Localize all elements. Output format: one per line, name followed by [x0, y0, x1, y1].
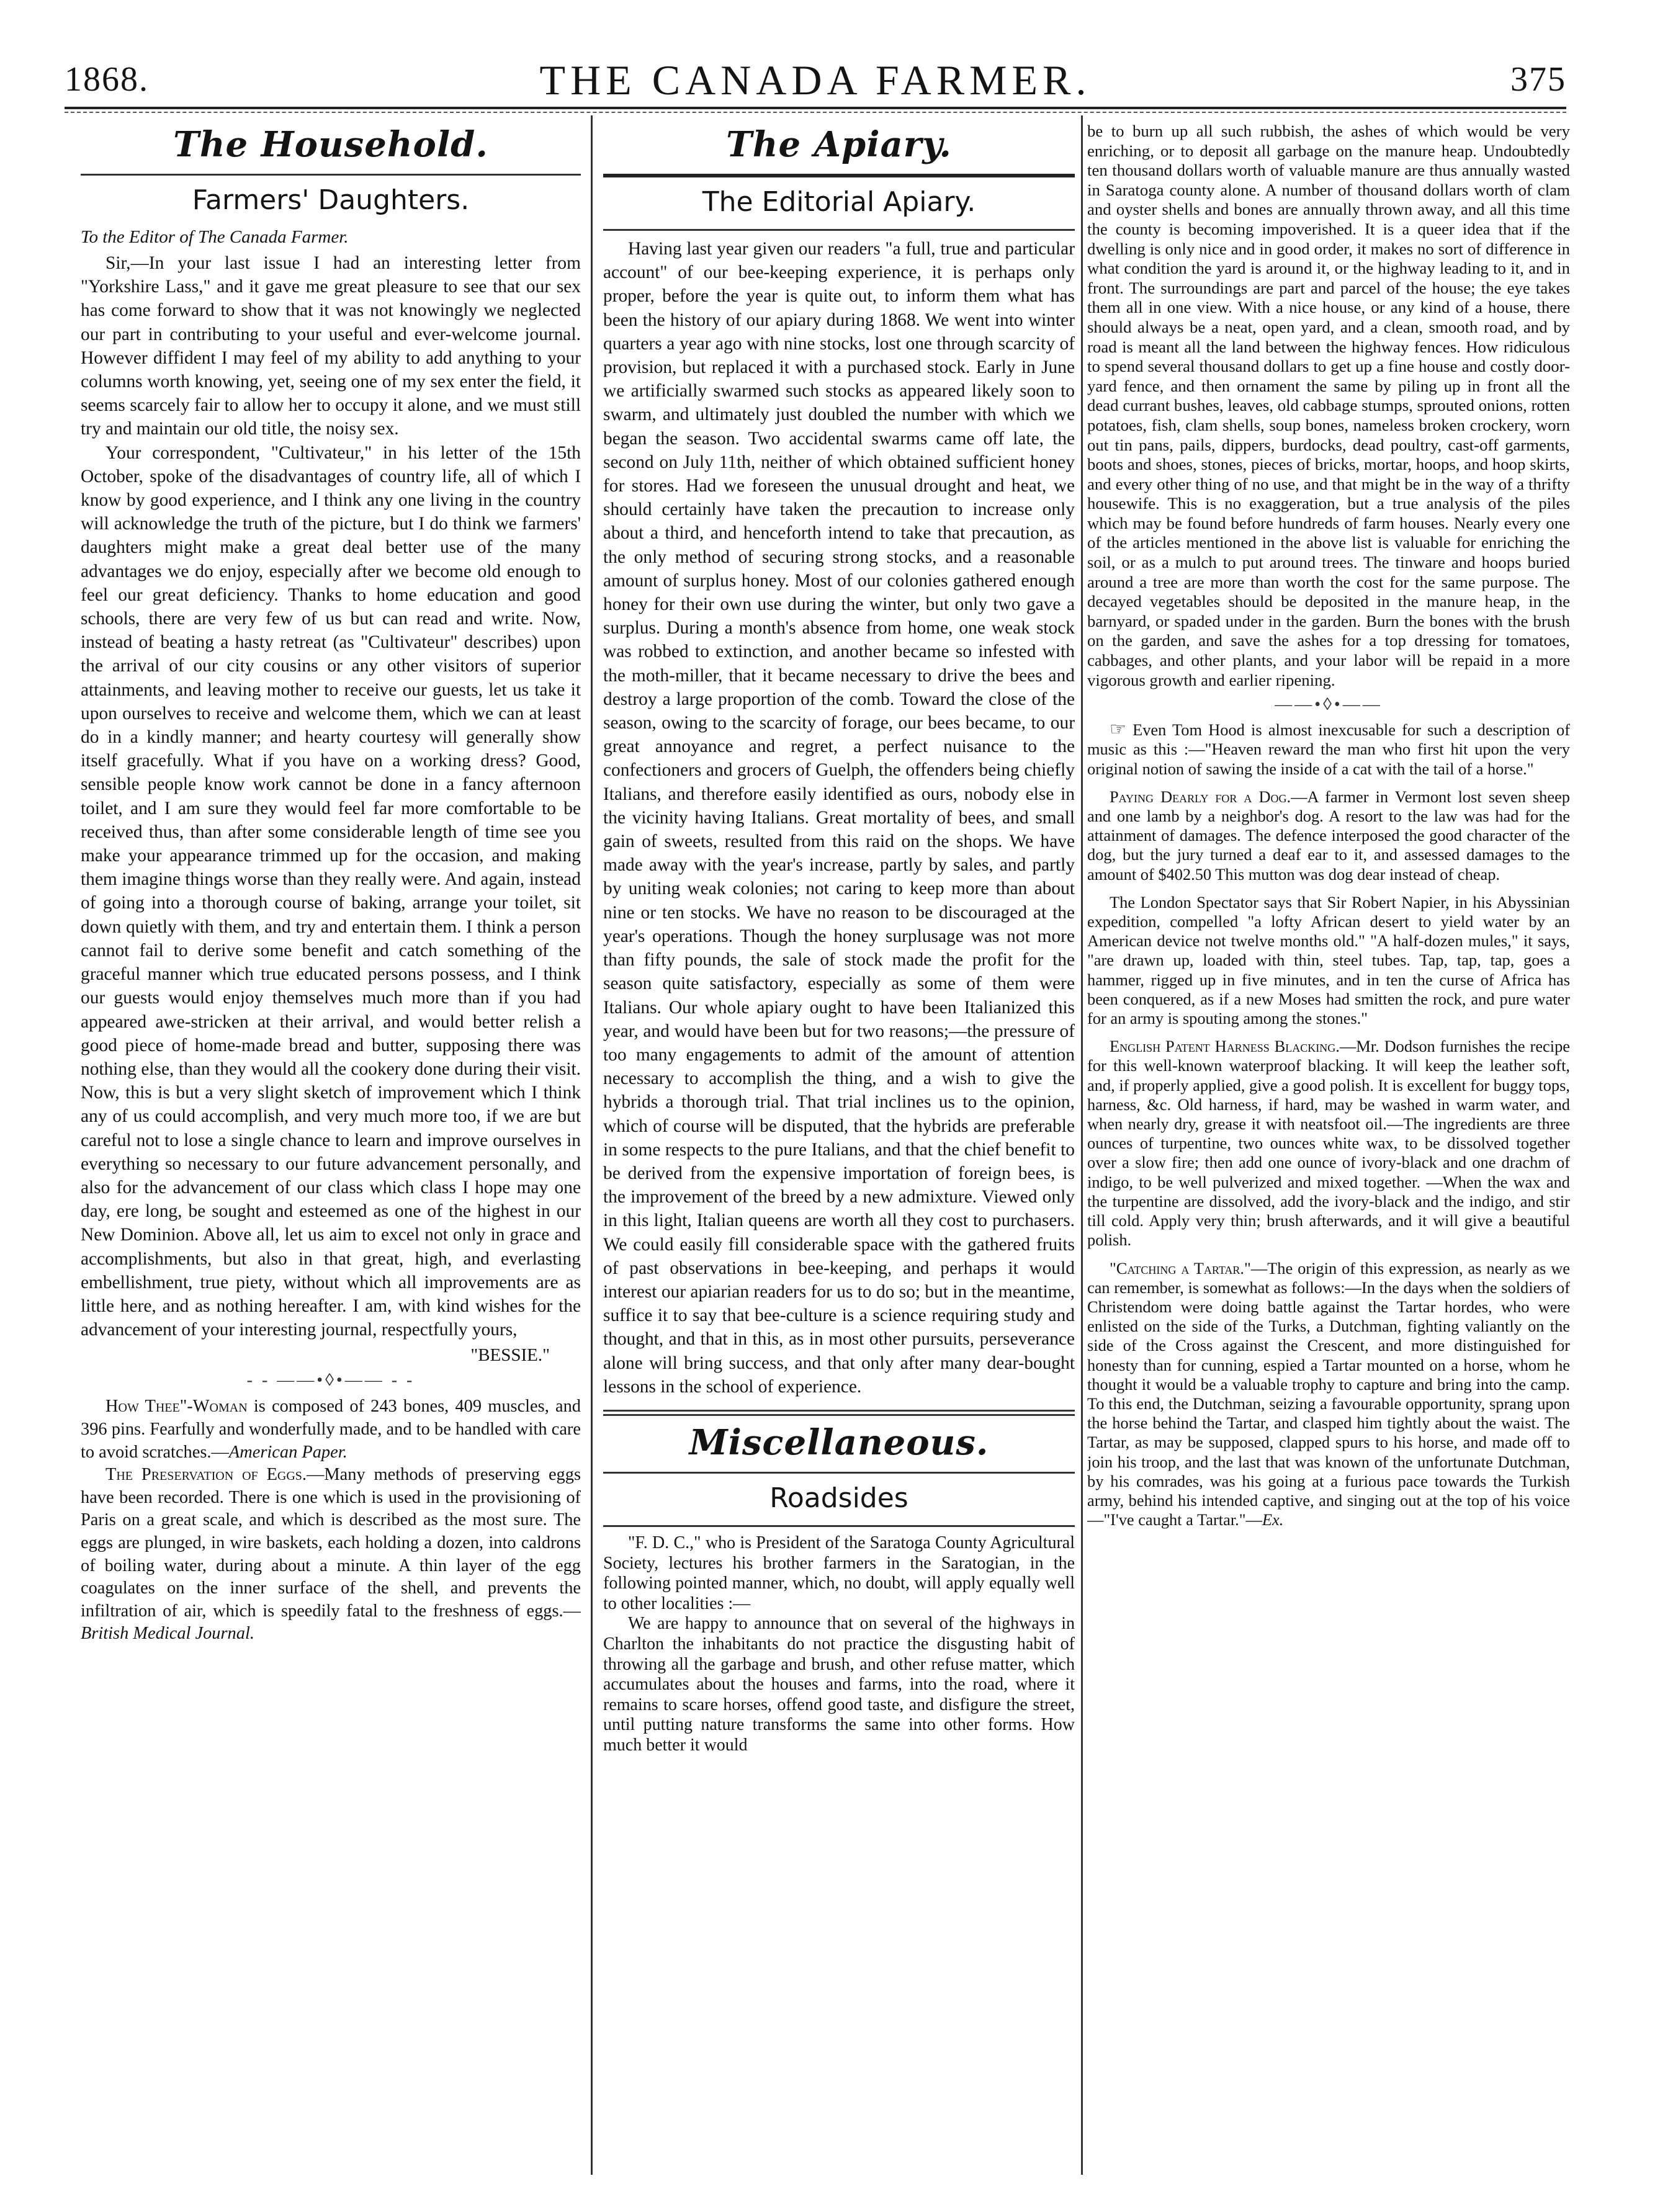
article-title-editorial-apiary: The Editorial Apiary.: [702, 186, 976, 218]
article-title-roadsides: Roadsides: [769, 1482, 908, 1514]
pointing-hand-icon: ☞: [1110, 719, 1126, 740]
title-rule: [603, 229, 1075, 231]
item-text: is composed of 243 bones, 409 muscles, and 396 pins. Fearfully and wonderfully made, and to be handled with care to avoid scratches.—: [81, 1397, 581, 1462]
item-source: Ex.: [1262, 1510, 1284, 1529]
news-item: [1087, 787, 1570, 884]
header-title: THE CANADA FARMER.: [539, 56, 1092, 104]
section-rule: [603, 174, 1075, 177]
article-title-farmers-daughters: Farmers' Daughters.: [192, 184, 470, 216]
article-paragraph: "F. D. C.," who is President of the Saratoga County Agricultural Society, lectures his brother farmers in the Saratogian, in the following pointed manner, which, no doubt, will apply equally well to other localities :—: [603, 1533, 1075, 1613]
news-item: [1087, 720, 1570, 779]
news-item: [81, 1464, 581, 1646]
letter-salutation: To the Editor of The Canada Farmer.: [81, 227, 349, 247]
article-paragraph: be to burn up all such rubbish, the ashes of which would be very enriching, or to deposit all garbage on the manure heap. Undoubtedly ten thousand dollars worth of valuable manure are thus annually wasted in Saratoga county alone. A number of thousand dollars worth of clam and oyster shells and bones are annually thrown away, and all this time the county is becoming impoverished. It is a queer idea that if the dwelling is only nice and in good order, it makes no sort of difference in what condition the yard is around it, or the highway leading to it, and in front. The surroundings are part and parcel of the house; the eye takes them all in one view. With a nice house, or any kind of a house, there should always be a neat, open yard, and a clean, smooth road, and by road is meant all the land between the highway fences. How ridiculous to spend several thousand dollars to get up a fine house and costly door-yard fence, and then ornament the same by piling up in front all the dead currant bushes, leaves, old cabbage stumps, sprouted onions, rotten potatoes, fish, clam shells, soup bones, nameless broken crockery, worn out tin pans, pails, dippers, burdocks, dead poultry, cast-off garments, boots and shoes, stones, pieces of bricks, mortar, hoops, and hoop skirts, and every other thing of no use, and that might be in the way of a thrifty housewife. This is no exaggeration, but a true analysis of the piles which may be found before hundreds of farm houses. Nearly every one of the articles mentioned in the above list is valuable for enriching the soil, or as a mulch to put around trees. The tinware and hoops buried around a tree are more than worth the cost for the same purpose. The decayed vegetables should be deposited in the manure heap, in the barnyard, or spaded under in the garden. Burn the bones with the brush on the garden, and save the ashes for a top dressing for tomatoes, cabbages, and other plants, and your labor will be repaid in a more vigorous growth and earlier ripening.: [1087, 122, 1570, 689]
ornament-divider: ——•◊•——: [1275, 695, 1383, 715]
item-text: —A farmer in Vermont lost seven sheep and one lamb by a neighbor's dog. A resort to the law was had for the attainment of damages. The defence interposed the good character of the dog, but the jury turned a deaf ear to it, and assessed damages to the amount of $402.50 This mutton was dog dear instead of cheap.: [1087, 787, 1570, 884]
news-item: [1087, 1037, 1570, 1250]
item-source: American Paper.: [228, 1442, 348, 1462]
section-head-household: The Household.: [173, 124, 488, 165]
letter-signoff: "BESSIE.": [470, 1345, 550, 1366]
item-lead: English Patent Harness Blacking.: [1110, 1037, 1340, 1056]
page-header: [65, 56, 1566, 109]
news-item: [1087, 1259, 1570, 1530]
article-paragraph: Your correspondent, "Cultivateur," in his letter of the 15th October, spoke of the disadvantages of country life, all of which I know by good experience, and I think any one living in the country will acknowledge the truth of the picture, but I do think we farmers' daughters might make a great deal better use of the many advantages we do enjoy, especially after we become old enough to feel our great deficiency. Thanks to home education and good schools, there are very few of us but can read and write. Now, instead of beating a hasty retreat (as "Cultivateur" describes) upon the arrival of our city cousins or any other visitors of superior attainments, and leaving mother to receive our guests, let us take it upon ourselves to receive and welcome them, which we can at least do in a kindly manner; and hearty courtesy will generally show itself gracefully. What if you have on a working dress? Good, sensible people know work cannot be done in a fancy afternoon toilet, and I am sure they would feel far more comfortable to be received thus, than after some considerable length of time see you make your appearance trimmed up for the occasion, and making them imagine things worse than they really were. And again, instead of going into a thorough course of baking, arrange your toilet, sit down quietly with them, and try and entertain them. I think a person cannot fail to derive some benefit and catch something of the graceful manner which true educated persons possess, and I think our guests would enjoy themselves much more than if you had appeared awe-stricken at their arrival, and would better relish a good piece of home-made bread and butter, supposing there was nothing else, than they would all the cookery done during their visit. Now, this is but a very slight sketch of improvement which I think any of us could accomplish, and very much more too, if we are but careful not to lose a single chance to learn and improve ourselves in everything so necessary to our future advancement personally, and also for the advancement of our class which class I hope may one day, ere long, be sought and esteemed as one of the highest in our New Dominion. Above all, let us aim to excel not only in grace and accomplishments, but also in that great, high, and everlasting embellishment, true piety, without which all improvements are as little here, and as nothing hereafter. I am, with kind wishes for the advancement of your interesting journal, respectfully yours,: [81, 442, 581, 1340]
title-rule: [603, 1525, 1075, 1527]
item-lead: Paying Dearly for a Dog.: [1110, 787, 1291, 806]
article-paragraph: Sir,—In your last issue I had an interesting letter from "Yorkshire Lass," and it gave me great pleasure to see that our sex has come forward to show that it was not knowingly we neglected our part in contributing to your useful and ever-welcome journal. However diffident I may feel of my ability to add anything to your columns worth knowing, yet, seeing one of my sex enter the field, it seems scarcely fair to allow her to occupy it alone, and we must still try and maintain our old title, the noisy sex.: [81, 253, 581, 439]
header-page-number: 375: [1510, 60, 1566, 99]
news-item: [81, 1395, 581, 1464]
header-year: 1868.: [65, 60, 149, 99]
column-miscellaneous-continued: [1087, 122, 1570, 2175]
item-text: —Mr. Dodson furnishes the recipe for this well-known waterproof blacking. It will keep the leather soft, and, if properly applied, give a good polish. It is excellent for buggy tops, harness, &c. Old harness, if hard, may be washed in warm water, and when nearly dry, grease it with neatsfoot oil.—The ingredients are three ounces of turpentine, two ounces white wax, to be dissolved together over a slow fire; then add one ounce of ivory-black and one drachm of indigo, to be well pulverized and mixed together. —When the wax and the turpentine are dissolved, add the ivory-black and the indigo, and stir till cold. Apply very thin; brush afterwards, and it will give a beautiful polish.: [1087, 1037, 1570, 1250]
item-lead: "Catching a Tartar.": [1110, 1258, 1251, 1278]
ornament-divider: - - ——•◊•—— - -: [246, 1371, 415, 1390]
header-rule: [65, 107, 1566, 109]
column-divider-2: [1081, 115, 1083, 2175]
news-item: [1087, 893, 1570, 1028]
section-double-rule: [603, 1410, 1075, 1416]
section-rule: [81, 174, 581, 176]
section-head-apiary: The Apiary.: [726, 124, 952, 165]
item-text: Even Tom Hood is almost inexcusable for such a description of music as this :—"Heaven reward the man who first hit upon the very original notion of sawing the inside of a cat with the tail of a horse.": [1087, 720, 1570, 778]
item-source: British Medical Journal.: [81, 1624, 254, 1644]
item-text: The London Spectator says that Sir Robert Napier, in his Abyssinian expedition, compelled "a lofty African desert to yield water by an American device not twelve months old." "A half-dozen mules," it says, "are drawn up, loaded with thin, steel tubes. Tap, tap, tap, goes a hammer, rigged up in five minutes, and in ten the curse of Africa has been conquered, as if a new Moses had smitten the rock, and pure water for an army is spouting among the stones.": [1087, 892, 1570, 1028]
article-paragraph: Having last year given our readers "a full, true and particular account" of our bee-keeping experience, it is perhaps only proper, before the year is quite out, to inform them what has been the history of our apiary during 1868. We went into winter quarters a year ago with nine stocks, lost one through scarcity of provision, but replaced it with a purchased stock. Early in June we artificially swarmed such stocks as appeared likely soon to swarm, and ultimately just doubled the number with which we began the season. Two accidental swarms came off late, the second on July 11th, neither of which obtained sufficient honey for stores. Had we foreseen the unusual drought and heat, we should certainly have taken the precaution to increase only about a third, and henceforth intend to take that precaution, as the only method of securing strong stocks, and a reasonable amount of surplus honey. Most of our colonies gathered enough honey for their own use during the winter, but only two gave a surplus. During a month's absence from home, one weak stock was robbed to extinction, and another became so infested with the moth-miller, that it became necessary to drive the bees and destroy a large proportion of the comb. Toward the close of the season, owing to the scarcity of forage, our bees became, to our great annoyance and regret, a perfect nuisance to the confectioners and grocers of Guelph, the offenders being chiefly Italians, and therefore easily identified as ours, nobody else in the vicinity having Italians. Great mortality of bees, and small gain of sweets, resulted from this raid on the shops. We have made away with the year's increase, partly by sales, and partly by uniting weak colonies; not caring to keep more than about nine or ten stocks. We have no reason to be discouraged at the year's operations. Though the honey surplusage was not more than fifty pounds, the sale of stock made the profit for the season quite satisfactory, especially as some of them were Italians. Our whole apiary ought to have been Italianized this year, and would have been but for two reasons;—the pressure of too many engagements to admit of the amount of attention necessary to accomplish the thing, and a wish to give the hybrids a thorough trial. That trial inclines us to the opinion, which of course will be disputed, that the hybrids are preferable in some respects to the pure Italians, and that the chief benefit to be derived from the expensive importation of foreign bees, is the improvement of the breed by a new admixture. Viewed only in this light, Italian queens are worth all they cost to purchasers. We could easily fill considerable space with the gathered fruits of past observations in bee-keeping, and perhaps it would interest our apiarian readers for us to do so; but in the meantime, suffice it to say that bee-culture is a science requiring study and thought, and that in this, as in most other pursuits, perseverance alone will bring success, and that only after many dear-bought lessons in the school of experience.: [603, 239, 1075, 1397]
article-paragraph: We are happy to announce that on several of the highways in Charlton the inhabitants do not practice the disgusting habit of throwing all the garbage and brush, and other refuse matter, which accumulates about the houses and farms, into the road, where it remains to scare horses, offend good taste, and disfigure the street, until putting nature transforms the same into other forms. How much better it would: [603, 1614, 1075, 1755]
column-household: [81, 122, 581, 2175]
item-lead: The Preservation of Eggs.: [105, 1465, 307, 1485]
item-text: —Many methods of preserving eggs have been recorded. There is one which is used in the provisioning of Paris on a great scale, and which is described as the most sure. The eggs are plunged, in wire baskets, each holding a dozen, into caldrons of boiling water, during about a minute. A thin layer of the egg coagulates on the inner surface of the shell, and prevents the infiltration of air, which is speedily fatal to the freshness of eggs.—: [81, 1465, 581, 1621]
column-divider-1: [591, 115, 593, 2175]
section-rule: [603, 1472, 1075, 1474]
item-text: —The origin of this expression, as nearly as we can remember, is somewhat as follows:—In the days when the soldiers of Christendom were doing battle against the Tartar hordes, who were enlisted on the side of the Turks, a Dutchman, fighting valiantly on the side of the Cross against the Crescent, and more distinguished for honesty than for cunning, espied a Tartar mounted on a horse, whom he thought it would be a valuable trophy to capture and bring into the camp. To this end, the Dutchman, seizing a favourable opportunity, sprang upon the horse behind the Tartar, and clasped him tightly about the waist. The Tartar, as may be supposed, clapped spurs to his horse, and made off to join his troop, and the last that was known of the unfortunate Dutchman, by his comrades, was his going at a furious pace towards the Turkish army, behind his intended captive, and singing out at the top of his voice—"I've caught a Tartar."—: [1087, 1258, 1570, 1529]
item-lead: How Thee"-Woman: [105, 1397, 248, 1417]
column-apiary: [603, 122, 1075, 2175]
header-dashed-rule: [65, 112, 1566, 113]
section-head-miscellaneous: Miscellaneous.: [689, 1422, 989, 1463]
